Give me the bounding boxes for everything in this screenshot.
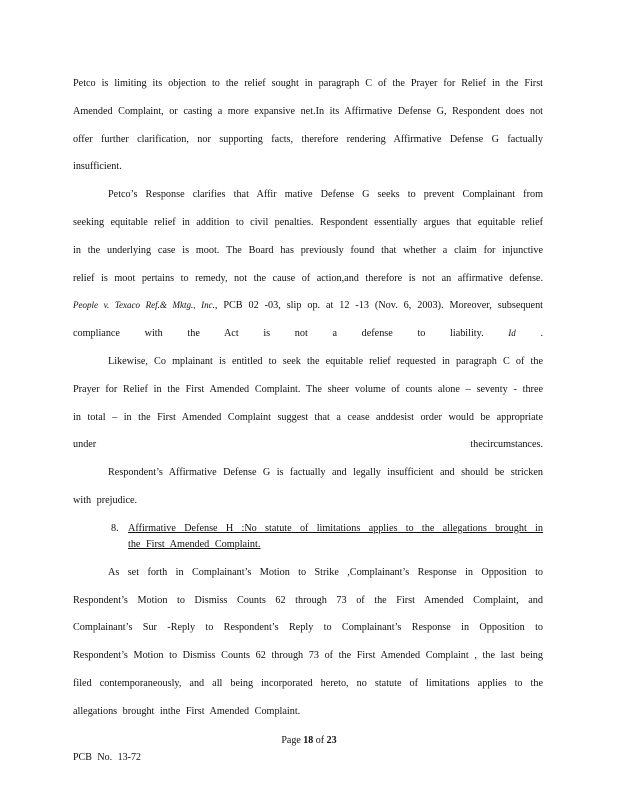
paragraph-statute-limitations: As set forth in Complainant’s Motion to Strike ,Complainant’s Response in Opposition to Respondent’s Motion to Dismiss Counts 62 through 73 of the First Amended Complaint, and Complainant’s Sur -Reply to Respondent’s Reply to Complainant’s Response in Opposition to Respondent’s Motion to Dismiss Counts 62 through 73 of the First Amended Complaint , the last being filed contemporaneously, and all being incorporated hereto, no statute of limitations applies to the allegations brought inthe First Amended Complaint. — [73, 566, 543, 717]
paragraph-conclusion-g: Respondent’s Affirmative Defense G is factually and legally insufficient and should be stricken with prejudice. — [73, 467, 543, 506]
page-number-current: 18 — [303, 735, 314, 746]
section-heading-line-2: the First Amended Complaint. — [128, 538, 261, 550]
section-heading-line-1: Affirmative Defense H :No statute of limitations applies to the allegations brought in — [128, 522, 543, 534]
page-number-total: 23 — [326, 735, 337, 746]
page-number-of: of — [315, 735, 325, 746]
paragraph-likewise: Likewise, Co mplainant is entitled to seek the equitable relief requested in paragraph C of the Prayer for Relief in the First Amended Complaint. The sheer volume of counts alone – seventy - three in total – in the First Amended Complaint suggest that a cease anddesist order would be appropriate under thecircumstances. — [73, 355, 543, 451]
case-citation-name: People v. Texaco Ref.& Mktg., Inc. — [73, 300, 215, 311]
section-heading-number: 8. — [111, 522, 119, 534]
paragraph-petco-objection: Petco is limiting its objection to the relief sought in paragraph C of the Prayer for Relief in the First Amended Complaint, or casting a more expansive net.In its Affirmative Defense G, Respondent does not offer further clarification, nor supporting facts, therefore rendering Affirmative Defense G factually insufficient. — [73, 78, 543, 173]
case-citation-detail: , PCB 02 -03, slip op. at 12 -13 (Nov. 6, 2003). Moreover, subsequent compliance with the Act is not a defense to liability. — [73, 300, 543, 340]
paragraph-petco-response — [73, 181, 543, 348]
section-heading-defense-h — [73, 515, 543, 559]
page-number — [0, 735, 618, 746]
document-body — [73, 70, 543, 726]
id-citation-period: . — [540, 328, 544, 340]
page-number-label: Page — [281, 735, 301, 746]
docket-number: PCB No. 13-72 — [73, 752, 141, 763]
id-citation: Id — [508, 328, 516, 339]
paragraph-petco-response-text: Petco’s Response clarifies that Affir mative Defense G seeks to prevent Complainant from seeking equitable relief in addition to civil penalties. Respondent essentially argues that equitable relief in the underlying case is moot. The Board has previously found that whether a claim for injunctive relief is moot pertains to remedy, not the cause of action,and therefore is not an affirmative defense. — [73, 189, 543, 284]
